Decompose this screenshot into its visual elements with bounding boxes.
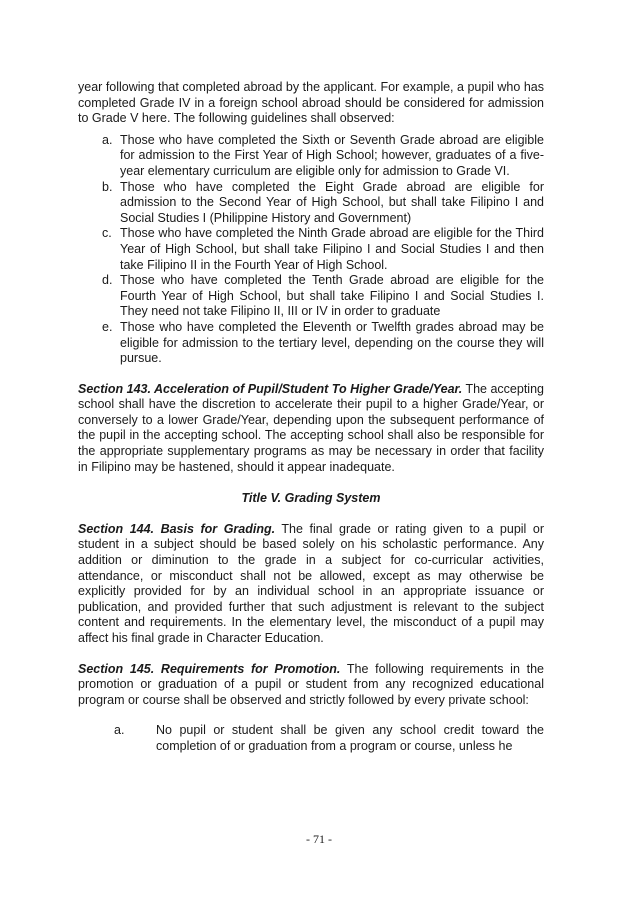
- section-144-body: The final grade or rating given to a pupil or student in a subject should be based solely on his scholastic performance. Any addition or diminution to the grade in a subject for co-curricular activities, attendance, or misconduct shall not be allowed, except as may otherwise be explicitly provided for by an individual school in an appropriate issuance or publication, and provided further that such adjustment is relevant to the subject content and requirements. In the elementary level, the misconduct of a pupil may affect his final grade in Character Education.: [78, 521, 544, 645]
- guidelines-list: [78, 133, 544, 367]
- list-item-text: Those who have completed the Sixth or Seventh Grade abroad are eligible for admission to the First Year of High School; however, graduates of a five-year elementary curriculum are eligible only for admission to Grade VI.: [120, 132, 544, 178]
- list-item: [78, 273, 544, 320]
- list-item: [78, 723, 544, 754]
- list-item-text: Those who have completed the Ninth Grade abroad are eligible for the Third Year of High School, but shall take Filipino I and Social Studies I and then take Filipino II in the Fourth Year of High School.: [120, 226, 544, 272]
- list-marker: d.: [102, 273, 113, 288]
- list-marker: b.: [102, 179, 113, 194]
- list-item: [78, 133, 544, 180]
- section-143-title: Section 143. Acceleration of Pupil/Student To Higher Grade/Year.: [78, 381, 463, 396]
- list-item: [78, 180, 544, 227]
- list-item-text: Those who have completed the Eight Grade abroad are eligible for admission to the Second Year of High School, but shall take Filipino I and Social Studies I (Philippine History and Government): [120, 179, 544, 225]
- page-number: - 71 -: [306, 832, 332, 846]
- section-145-title: Section 145. Requirements for Promotion.: [78, 661, 341, 676]
- section-145-body: The following requirements in the promotion or graduation of a pupil or student from any recognized educational program or course shall be observed and strictly followed by every private school:: [78, 661, 545, 707]
- list-marker: c.: [102, 226, 112, 241]
- section-143-body: The accepting school shall have the discretion to accelerate their pupil to a higher Grade/Year, or conversely to a lower Grade/Year, depending upon the subsequent performance of the pupil in the accepting school. The accepting school shall also be responsible for the appropriate supplementary programs as may be necessary in order that facility in Filipino may be hastened, should it appear inadequate.: [78, 381, 544, 474]
- list-item-text: Those who have completed the Tenth Grade abroad are eligible for the Fourth Year of High School, but shall take Filipino I and Social Studies I. They need not take Filipino II, III or IV in order to graduate: [120, 273, 544, 319]
- section-143: [78, 382, 544, 476]
- list-marker: a.: [114, 723, 125, 738]
- section-144: [78, 522, 544, 647]
- list-item-text: No pupil or student shall be given any school credit toward the completion of or graduation from a program or course, unless he: [156, 723, 544, 753]
- section-145: [78, 662, 544, 709]
- title-v-heading: Title V. Grading System: [241, 491, 381, 506]
- requirements-list: [78, 723, 544, 754]
- section-144-title: Section 144. Basis for Grading.: [78, 521, 276, 536]
- list-marker: a.: [102, 132, 113, 147]
- intro-paragraph: year following that completed abroad by the applicant. For example, a pupil who has completed Grade IV in a foreign school abroad should be considered for admission to Grade V here. The following guidelines shall observed:: [78, 80, 544, 126]
- document-page: [78, 80, 544, 755]
- list-item: [78, 320, 544, 367]
- list-item-text: Those who have completed the Eleventh or Twelfth grades abroad may be eligible for admission to the tertiary level, depending on the course they will pursue.: [120, 319, 544, 366]
- list-marker: e.: [102, 319, 113, 334]
- list-item: [78, 226, 544, 273]
